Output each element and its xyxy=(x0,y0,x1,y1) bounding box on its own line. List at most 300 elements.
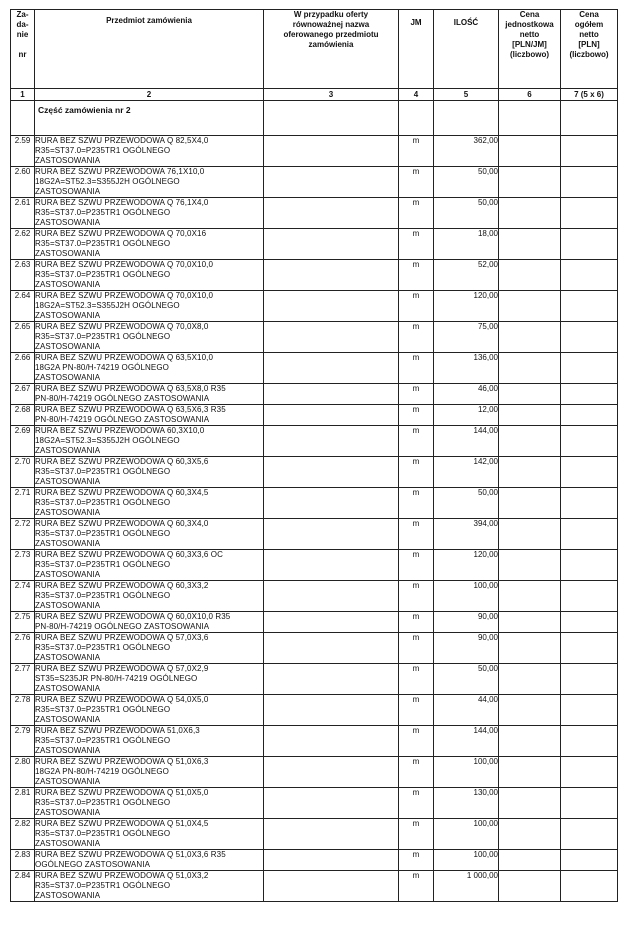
total-price-cell[interactable] xyxy=(561,633,618,664)
equivalent-name-cell[interactable] xyxy=(264,322,399,353)
equivalent-name-cell[interactable] xyxy=(264,457,399,488)
equivalent-name-cell[interactable] xyxy=(264,633,399,664)
quantity-cell: 394,00 xyxy=(434,519,499,550)
description-line: 18G2A PN-80/H-74219 OGÓLNEGO xyxy=(35,767,169,776)
table-row xyxy=(11,550,618,581)
equivalent-name-cell[interactable] xyxy=(264,695,399,726)
equivalent-name-cell[interactable] xyxy=(264,871,399,902)
total-price-cell[interactable] xyxy=(561,695,618,726)
unit-cell: m xyxy=(399,519,434,550)
quantity-cell: 362,00 xyxy=(434,136,499,167)
unit-cell: m xyxy=(399,167,434,198)
description-line: PN-80/H-74219 OGÓLNEGO ZASTOSOWANIA xyxy=(35,622,210,631)
item-number: 2.71 xyxy=(11,488,35,519)
table-row xyxy=(11,426,618,457)
header-equivalent-name: W przypadku oferty równoważnej nazwa oferowanego przedmiotu zamówienia xyxy=(264,10,399,89)
total-price-cell[interactable] xyxy=(561,726,618,757)
equivalent-name-cell[interactable] xyxy=(264,819,399,850)
quantity-cell: 100,00 xyxy=(434,819,499,850)
equivalent-name-cell[interactable] xyxy=(264,260,399,291)
table-row xyxy=(11,519,618,550)
item-description xyxy=(35,633,264,664)
item-description xyxy=(35,695,264,726)
item-number: 2.69 xyxy=(11,426,35,457)
description-line: RURA BEZ SZWU PRZEWODOWA Q 51,0X5,0 xyxy=(35,788,209,797)
item-number: 2.80 xyxy=(11,757,35,788)
item-description xyxy=(35,581,264,612)
item-number: 2.81 xyxy=(11,788,35,819)
item-number: 2.65 xyxy=(11,322,35,353)
item-number: 2.79 xyxy=(11,726,35,757)
description-line: ZASTOSOWANIA xyxy=(35,280,101,289)
total-price-cell[interactable] xyxy=(561,788,618,819)
unit-price-cell[interactable] xyxy=(499,291,561,322)
unit-price-cell[interactable] xyxy=(499,633,561,664)
equivalent-name-cell[interactable] xyxy=(264,664,399,695)
item-description xyxy=(35,612,264,633)
unit-cell: m xyxy=(399,757,434,788)
description-line: ZASTOSOWANIA xyxy=(35,218,101,227)
item-number: 2.59 xyxy=(11,136,35,167)
table-row xyxy=(11,167,618,198)
total-price-cell[interactable] xyxy=(561,757,618,788)
quantity-cell: 75,00 xyxy=(434,322,499,353)
table-row xyxy=(11,871,618,902)
unit-cell: m xyxy=(399,726,434,757)
description-line: ZASTOSOWANIA xyxy=(35,156,101,165)
item-description xyxy=(35,757,264,788)
item-number: 2.64 xyxy=(11,291,35,322)
description-line: R35=ST37.0=P235TR1 OGÓLNEGO xyxy=(35,239,171,248)
description-line: R35=ST37.0=P235TR1 OGÓLNEGO xyxy=(35,560,171,569)
quantity-cell: 100,00 xyxy=(434,581,499,612)
unit-price-cell[interactable] xyxy=(499,426,561,457)
table-row xyxy=(11,581,618,612)
description-line: R35=ST37.0=P235TR1 OGÓLNEGO xyxy=(35,498,171,507)
description-line: RURA BEZ SZWU PRZEWODOWA Q 60,3X4,5 xyxy=(35,488,209,497)
unit-price-cell[interactable] xyxy=(499,136,561,167)
quantity-cell: 18,00 xyxy=(434,229,499,260)
description-line: ZASTOSOWANIA xyxy=(35,311,101,320)
description-line: ZASTOSOWANIA xyxy=(35,539,101,548)
description-line: ZASTOSOWANIA xyxy=(35,684,101,693)
unit-price-cell[interactable] xyxy=(499,353,561,384)
col-number: 3 xyxy=(264,89,399,101)
quantity-cell: 144,00 xyxy=(434,726,499,757)
item-description xyxy=(35,819,264,850)
equivalent-name-cell[interactable] xyxy=(264,550,399,581)
table-row xyxy=(11,322,618,353)
table-row xyxy=(11,229,618,260)
description-line: ZASTOSOWANIA xyxy=(35,653,101,662)
unit-cell: m xyxy=(399,871,434,902)
description-line: ZASTOSOWANIA xyxy=(35,477,101,486)
unit-cell: m xyxy=(399,426,434,457)
item-description xyxy=(35,426,264,457)
quantity-cell: 50,00 xyxy=(434,488,499,519)
description-line: PN-80/H-74219 OGÓLNEGO ZASTOSOWANIA xyxy=(35,415,210,424)
col-number: 1 xyxy=(11,89,35,101)
unit-price-cell[interactable] xyxy=(499,405,561,426)
unit-price-cell[interactable] xyxy=(499,871,561,902)
description-line: ZASTOSOWANIA xyxy=(35,373,101,382)
unit-price-cell[interactable] xyxy=(499,384,561,405)
quantity-cell: 120,00 xyxy=(434,550,499,581)
description-line: ZASTOSOWANIA xyxy=(35,777,101,786)
description-line: 18G2A=ST52.3=S355J2H OGÓLNEGO xyxy=(35,436,180,445)
unit-cell: m xyxy=(399,405,434,426)
item-description xyxy=(35,850,264,871)
description-line: R35=ST37.0=P235TR1 OGÓLNEGO xyxy=(35,332,171,341)
table-row xyxy=(11,384,618,405)
description-line: ZASTOSOWANIA xyxy=(35,715,101,724)
total-price-cell[interactable] xyxy=(561,229,618,260)
description-line: ST35=S235JR PN-80/H-74219 OGÓLNEGO xyxy=(35,674,198,683)
unit-price-cell[interactable] xyxy=(499,550,561,581)
unit-price-cell[interactable] xyxy=(499,488,561,519)
total-price-cell[interactable] xyxy=(561,405,618,426)
description-line: RURA BEZ SZWU PRZEWODOWA Q 70,0X10,0 xyxy=(35,291,214,300)
total-price-cell[interactable] xyxy=(561,353,618,384)
unit-cell: m xyxy=(399,384,434,405)
header-row xyxy=(11,10,618,89)
unit-cell: m xyxy=(399,229,434,260)
description-line: ZASTOSOWANIA xyxy=(35,601,101,610)
total-price-cell[interactable] xyxy=(561,519,618,550)
equivalent-name-cell[interactable] xyxy=(264,229,399,260)
quantity-cell: 52,00 xyxy=(434,260,499,291)
unit-price-cell[interactable] xyxy=(499,726,561,757)
unit-price-cell[interactable] xyxy=(499,229,561,260)
total-price-cell[interactable] xyxy=(561,850,618,871)
description-line: RURA BEZ SZWU PRZEWODOWA Q 51,0X3,2 xyxy=(35,871,209,880)
unit-cell: m xyxy=(399,136,434,167)
table-row xyxy=(11,405,618,426)
item-number: 2.76 xyxy=(11,633,35,664)
description-line: R35=ST37.0=P235TR1 OGÓLNEGO xyxy=(35,270,171,279)
item-number: 2.75 xyxy=(11,612,35,633)
description-line: R35=ST37.0=P235TR1 OGÓLNEGO xyxy=(35,467,171,476)
column-number-row xyxy=(11,89,618,101)
equivalent-name-cell[interactable] xyxy=(264,384,399,405)
unit-cell: m xyxy=(399,581,434,612)
description-line: R35=ST37.0=P235TR1 OGÓLNEGO xyxy=(35,529,171,538)
table-row xyxy=(11,757,618,788)
unit-price-cell[interactable] xyxy=(499,819,561,850)
description-line: RURA BEZ SZWU PRZEWODOWA Q 70,0X16 xyxy=(35,229,207,238)
item-number: 2.73 xyxy=(11,550,35,581)
quantity-cell: 50,00 xyxy=(434,167,499,198)
unit-price-cell[interactable] xyxy=(499,519,561,550)
item-description xyxy=(35,136,264,167)
header-subject: Przedmiot zamówienia xyxy=(35,10,264,89)
unit-cell: m xyxy=(399,198,434,229)
description-line: RURA BEZ SZWU PRZEWODOWA Q 57,0X3,6 xyxy=(35,633,209,642)
equivalent-name-cell[interactable] xyxy=(264,353,399,384)
quantity-cell: 100,00 xyxy=(434,850,499,871)
table-row xyxy=(11,788,618,819)
equivalent-name-cell[interactable] xyxy=(264,136,399,167)
col-number: 5 xyxy=(434,89,499,101)
unit-cell: m xyxy=(399,612,434,633)
total-price-cell[interactable] xyxy=(561,664,618,695)
item-description xyxy=(35,384,264,405)
col-number: 4 xyxy=(399,89,434,101)
description-line: ZASTOSOWANIA xyxy=(35,891,101,900)
unit-cell: m xyxy=(399,260,434,291)
description-line: ZASTOSOWANIA xyxy=(35,808,101,817)
col-number: 7 (5 x 6) xyxy=(561,89,618,101)
description-line: RURA BEZ SZWU PRZEWODOWA Q 51,0X3,6 R35 xyxy=(35,850,226,859)
unit-price-cell[interactable] xyxy=(499,664,561,695)
item-number: 2.66 xyxy=(11,353,35,384)
item-description xyxy=(35,229,264,260)
description-line: RURA BEZ SZWU PRZEWODOWA Q 57,0X2,9 xyxy=(35,664,209,673)
unit-price-cell[interactable] xyxy=(499,695,561,726)
description-line: RURA BEZ SZWU PRZEWODOWA Q 60,3X4,0 xyxy=(35,519,209,528)
table-row xyxy=(11,291,618,322)
equivalent-name-cell[interactable] xyxy=(264,167,399,198)
description-line: RURA BEZ SZWU PRZEWODOWA Q 60,3X5,6 xyxy=(35,457,209,466)
quantity-cell: 12,00 xyxy=(434,405,499,426)
description-line: RURA BEZ SZWU PRZEWODOWA Q 76,1X4,0 xyxy=(35,198,209,207)
header-unit: JM xyxy=(399,10,434,89)
description-line: PN-80/H-74219 OGÓLNEGO ZASTOSOWANIA xyxy=(35,394,210,403)
unit-cell: m xyxy=(399,664,434,695)
unit-cell: m xyxy=(399,695,434,726)
header-quantity: ILOŚĆ xyxy=(434,10,499,89)
item-number: 2.77 xyxy=(11,664,35,695)
description-line: R35=ST37.0=P235TR1 OGÓLNEGO xyxy=(35,829,171,838)
total-price-cell[interactable] xyxy=(561,198,618,229)
unit-price-cell[interactable] xyxy=(499,612,561,633)
item-number: 2.84 xyxy=(11,871,35,902)
description-line: ZASTOSOWANIA xyxy=(35,508,101,517)
equivalent-name-cell[interactable] xyxy=(264,581,399,612)
description-line: RURA BEZ SZWU PRZEWODOWA Q 51,0X6,3 xyxy=(35,757,209,766)
total-price-cell[interactable] xyxy=(561,167,618,198)
description-line: R35=ST37.0=P235TR1 OGÓLNEGO xyxy=(35,208,171,217)
item-number: 2.83 xyxy=(11,850,35,871)
description-line: 18G2A=ST52.3=S355J2H OGÓLNEGO xyxy=(35,177,180,186)
item-number: 2.67 xyxy=(11,384,35,405)
unit-price-cell[interactable] xyxy=(499,260,561,291)
description-line: RURA BEZ SZWU PRZEWODOWA 76,1X10,0 xyxy=(35,167,205,176)
item-description xyxy=(35,322,264,353)
total-price-cell[interactable] xyxy=(561,871,618,902)
total-price-cell[interactable] xyxy=(561,322,618,353)
quantity-cell: 142,00 xyxy=(434,457,499,488)
description-line: R35=ST37.0=P235TR1 OGÓLNEGO xyxy=(35,146,171,155)
total-price-cell[interactable] xyxy=(561,612,618,633)
item-description xyxy=(35,871,264,902)
table-row xyxy=(11,726,618,757)
item-number: 2.70 xyxy=(11,457,35,488)
total-price-cell[interactable] xyxy=(561,384,618,405)
order-table xyxy=(10,9,618,902)
table-row xyxy=(11,260,618,291)
section-row xyxy=(11,101,618,136)
equivalent-name-cell[interactable] xyxy=(264,788,399,819)
quantity-cell: 44,00 xyxy=(434,695,499,726)
equivalent-name-cell[interactable] xyxy=(264,198,399,229)
item-number: 2.82 xyxy=(11,819,35,850)
equivalent-name-cell[interactable] xyxy=(264,519,399,550)
description-line: R35=ST37.0=P235TR1 OGÓLNEGO xyxy=(35,736,171,745)
description-line: ZASTOSOWANIA xyxy=(35,249,101,258)
quantity-cell: 100,00 xyxy=(434,757,499,788)
item-number: 2.78 xyxy=(11,695,35,726)
equivalent-name-cell[interactable] xyxy=(264,405,399,426)
description-line: RURA BEZ SZWU PRZEWODOWA Q 51,0X4,5 xyxy=(35,819,209,828)
description-line: ZASTOSOWANIA xyxy=(35,570,101,579)
table-row xyxy=(11,695,618,726)
table-row xyxy=(11,136,618,167)
description-line: RURA BEZ SZWU PRZEWODOWA 51,0X6,3 xyxy=(35,726,200,735)
description-line: RURA BEZ SZWU PRZEWODOWA Q 60,3X3,6 OC xyxy=(35,550,223,559)
item-number: 2.68 xyxy=(11,405,35,426)
total-price-cell[interactable] xyxy=(561,550,618,581)
table-row xyxy=(11,633,618,664)
total-price-cell[interactable] xyxy=(561,136,618,167)
item-number: 2.62 xyxy=(11,229,35,260)
description-line: ZASTOSOWANIA xyxy=(35,746,101,755)
description-line: OGÓLNEGO ZASTOSOWANIA xyxy=(35,860,151,869)
description-line: RURA BEZ SZWU PRZEWODOWA Q 70,0X8,0 xyxy=(35,322,209,331)
description-line: 18G2A PN-80/H-74219 OGÓLNEGO xyxy=(35,363,169,372)
item-number: 2.63 xyxy=(11,260,35,291)
unit-price-cell[interactable] xyxy=(499,850,561,871)
table-row xyxy=(11,457,618,488)
total-price-cell[interactable] xyxy=(561,819,618,850)
total-price-cell[interactable] xyxy=(561,581,618,612)
item-number: 2.72 xyxy=(11,519,35,550)
description-line: RURA BEZ SZWU PRZEWODOWA Q 82,5X4,0 xyxy=(35,136,209,145)
quantity-cell: 50,00 xyxy=(434,198,499,229)
quantity-cell: 130,00 xyxy=(434,788,499,819)
unit-price-cell[interactable] xyxy=(499,581,561,612)
table-row xyxy=(11,850,618,871)
unit-price-cell[interactable] xyxy=(499,788,561,819)
description-line: ZASTOSOWANIA xyxy=(35,839,101,848)
total-price-cell[interactable] xyxy=(561,260,618,291)
description-line: ZASTOSOWANIA xyxy=(35,187,101,196)
unit-price-cell[interactable] xyxy=(499,198,561,229)
item-description xyxy=(35,488,264,519)
quantity-cell: 144,00 xyxy=(434,426,499,457)
col-number: 6 xyxy=(499,89,561,101)
quantity-cell: 46,00 xyxy=(434,384,499,405)
quantity-cell: 1 000,00 xyxy=(434,871,499,902)
description-line: RURA BEZ SZWU PRZEWODOWA Q 54,0X5,0 xyxy=(35,695,209,704)
unit-cell: m xyxy=(399,633,434,664)
unit-cell: m xyxy=(399,322,434,353)
quantity-cell: 120,00 xyxy=(434,291,499,322)
unit-price-cell[interactable] xyxy=(499,757,561,788)
unit-cell: m xyxy=(399,488,434,519)
description-line: R35=ST37.0=P235TR1 OGÓLNEGO xyxy=(35,798,171,807)
item-number: 2.60 xyxy=(11,167,35,198)
unit-price-cell[interactable] xyxy=(499,322,561,353)
item-description xyxy=(35,353,264,384)
item-description xyxy=(35,788,264,819)
header-total-price: Cena ogółem netto [PLN] (liczbowo) xyxy=(561,10,618,89)
header-task-nr: Za- da- nie nr xyxy=(11,10,35,89)
description-line: RURA BEZ SZWU PRZEWODOWA 60,3X10,0 xyxy=(35,426,205,435)
description-line: ZASTOSOWANIA xyxy=(35,342,101,351)
item-description xyxy=(35,291,264,322)
description-line: ZASTOSOWANIA xyxy=(35,446,101,455)
unit-cell: m xyxy=(399,353,434,384)
item-description xyxy=(35,167,264,198)
description-line: 18G2A=ST52.3=S355J2H OGÓLNEGO xyxy=(35,301,180,310)
equivalent-name-cell[interactable] xyxy=(264,488,399,519)
item-description xyxy=(35,519,264,550)
item-number: 2.74 xyxy=(11,581,35,612)
description-line: R35=ST37.0=P235TR1 OGÓLNEGO xyxy=(35,591,171,600)
item-number: 2.61 xyxy=(11,198,35,229)
section-title: Część zamówienia nr 2 xyxy=(35,101,264,136)
unit-cell: m xyxy=(399,550,434,581)
description-line: R35=ST37.0=P235TR1 OGÓLNEGO xyxy=(35,881,171,890)
equivalent-name-cell[interactable] xyxy=(264,757,399,788)
table-row xyxy=(11,488,618,519)
col-number: 2 xyxy=(35,89,264,101)
description-line: R35=ST37.0=P235TR1 OGÓLNEGO xyxy=(35,643,171,652)
equivalent-name-cell[interactable] xyxy=(264,291,399,322)
quantity-cell: 136,00 xyxy=(434,353,499,384)
description-line: RURA BEZ SZWU PRZEWODOWA Q 63,5X10,0 xyxy=(35,353,214,362)
description-line: RURA BEZ SZWU PRZEWODOWA Q 60,3X3,2 xyxy=(35,581,209,590)
table-row xyxy=(11,198,618,229)
item-description xyxy=(35,664,264,695)
item-description xyxy=(35,457,264,488)
table-row xyxy=(11,612,618,633)
item-description xyxy=(35,260,264,291)
table-row xyxy=(11,353,618,384)
unit-cell: m xyxy=(399,819,434,850)
total-price-cell[interactable] xyxy=(561,457,618,488)
description-line: RURA BEZ SZWU PRZEWODOWA Q 70,0X10,0 xyxy=(35,260,214,269)
description-line: RURA BEZ SZWU PRZEWODOWA Q 63,5X6,3 R35 xyxy=(35,405,226,414)
equivalent-name-cell[interactable] xyxy=(264,726,399,757)
table-row xyxy=(11,819,618,850)
equivalent-name-cell[interactable] xyxy=(264,426,399,457)
table-row xyxy=(11,664,618,695)
item-description xyxy=(35,198,264,229)
quantity-cell: 90,00 xyxy=(434,612,499,633)
unit-price-cell[interactable] xyxy=(499,457,561,488)
description-line: RURA BEZ SZWU PRZEWODOWA Q 60,0X10,0 R35 xyxy=(35,612,231,621)
unit-cell: m xyxy=(399,788,434,819)
equivalent-name-cell[interactable] xyxy=(264,850,399,871)
description-line: R35=ST37.0=P235TR1 OGÓLNEGO xyxy=(35,705,171,714)
item-description xyxy=(35,550,264,581)
description-line: RURA BEZ SZWU PRZEWODOWA Q 63,5X8,0 R35 xyxy=(35,384,226,393)
unit-cell: m xyxy=(399,457,434,488)
unit-cell: m xyxy=(399,291,434,322)
item-description xyxy=(35,405,264,426)
quantity-cell: 50,00 xyxy=(434,664,499,695)
unit-price-cell[interactable] xyxy=(499,167,561,198)
total-price-cell[interactable] xyxy=(561,488,618,519)
unit-cell: m xyxy=(399,850,434,871)
item-description xyxy=(35,726,264,757)
equivalent-name-cell[interactable] xyxy=(264,612,399,633)
quantity-cell: 90,00 xyxy=(434,633,499,664)
total-price-cell[interactable] xyxy=(561,291,618,322)
total-price-cell[interactable] xyxy=(561,426,618,457)
